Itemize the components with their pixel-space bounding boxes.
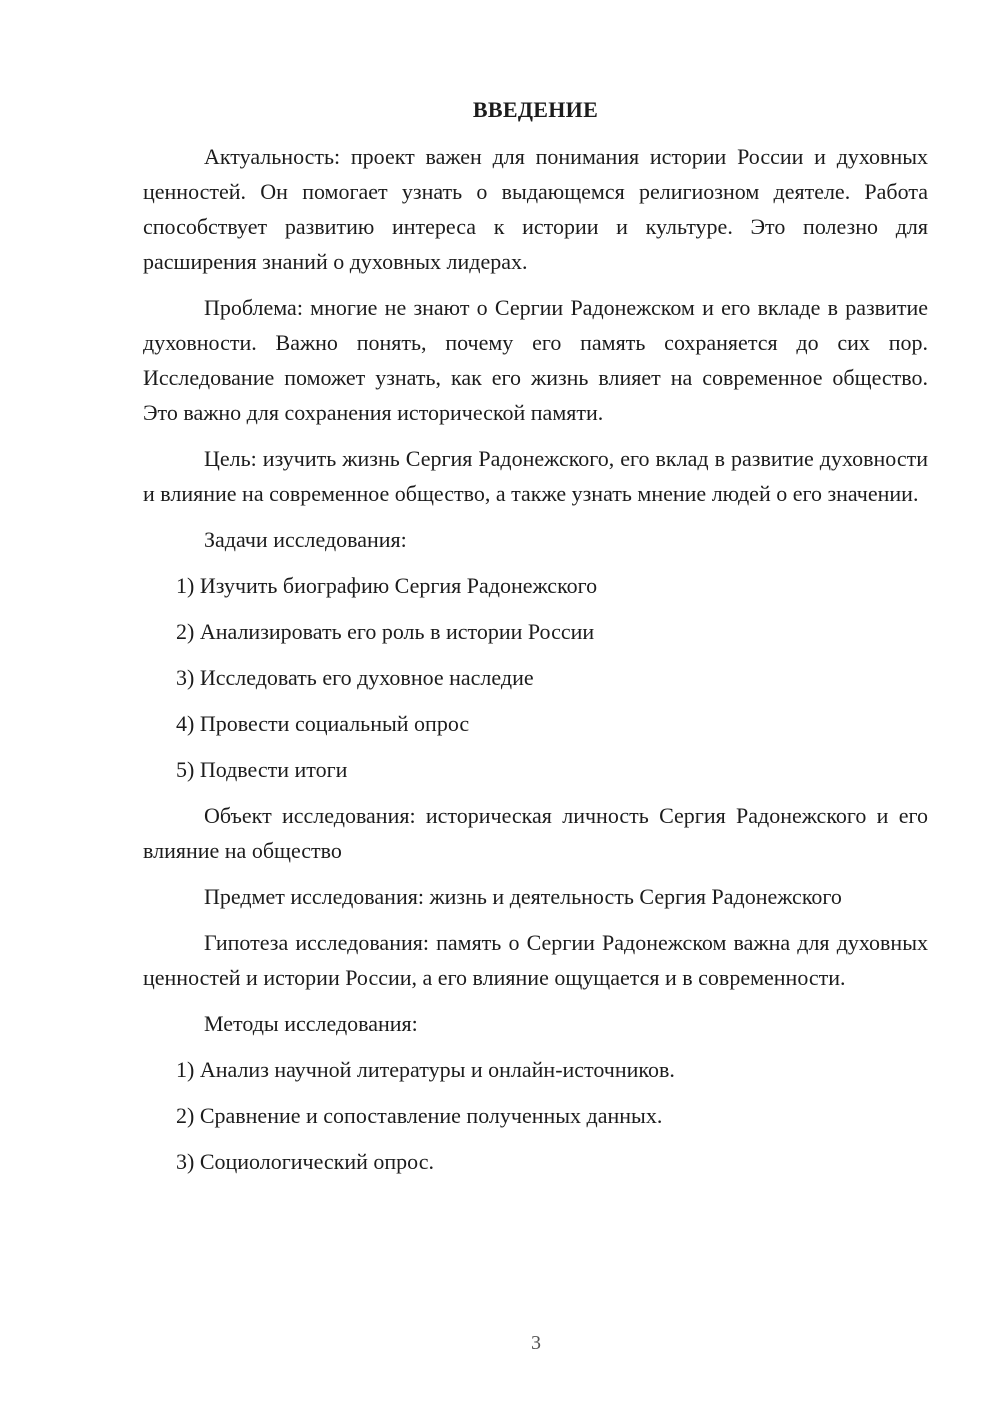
- task-item: 1) Изучить биографию Сергия Радонежского: [176, 573, 598, 598]
- object-paragraph: Объект исследования: историческая личность Сергия Радонежского и его влияние на общество: [143, 803, 928, 863]
- task-item: 3) Исследовать его духовное наследие: [176, 665, 534, 690]
- task-item: 5) Подвести итоги: [176, 757, 348, 782]
- document-page: [143, 95, 928, 1190]
- subject-paragraph: Предмет исследования: жизнь и деятельность Сергия Радонежского: [204, 884, 842, 909]
- tasks-heading: Задачи исследования:: [204, 527, 407, 552]
- page-number: 3: [531, 1332, 541, 1354]
- methods-list: [143, 1052, 928, 1179]
- problem-paragraph: Проблема: многие не знают о Сергии Радонежском и его вкладе в развитие духовности. Важно понять, почему его память сохраняется до сих пор. Исследование поможет узнать, как его жизнь влияет на современное общество. Это важно для сохранения исторической памяти.: [143, 295, 928, 425]
- tasks-list: [143, 568, 928, 787]
- hypothesis-paragraph: Гипотеза исследования: память о Сергии Радонежском важна для духовных ценностей и истории России, а его влияние ощущается и в современности.: [143, 930, 928, 990]
- method-item: 2) Сравнение и сопоставление полученных данных.: [176, 1103, 663, 1128]
- goal-paragraph: Цель: изучить жизнь Сергия Радонежского, его вклад в развитие духовности и влияние на современное общество, а также узнать мнение людей о его значении.: [143, 446, 928, 506]
- task-item: 4) Провести социальный опрос: [176, 711, 470, 736]
- method-item: 3) Социологический опрос.: [176, 1149, 434, 1174]
- task-item: 2) Анализировать его роль в истории России: [176, 619, 595, 644]
- page-title: ВВЕДЕНИЕ: [472, 97, 599, 122]
- methods-heading: Методы исследования:: [204, 1011, 418, 1036]
- relevance-paragraph: Актуальность: проект важен для понимания истории России и духовных ценностей. Он помогает узнать о выдающемся религиозном деятеле. Работа способствует развитию интереса к истории и культуре. Это полезно для расширения знаний о духовных лидерах.: [143, 144, 928, 274]
- method-item: 1) Анализ научной литературы и онлайн-источников.: [176, 1057, 675, 1082]
